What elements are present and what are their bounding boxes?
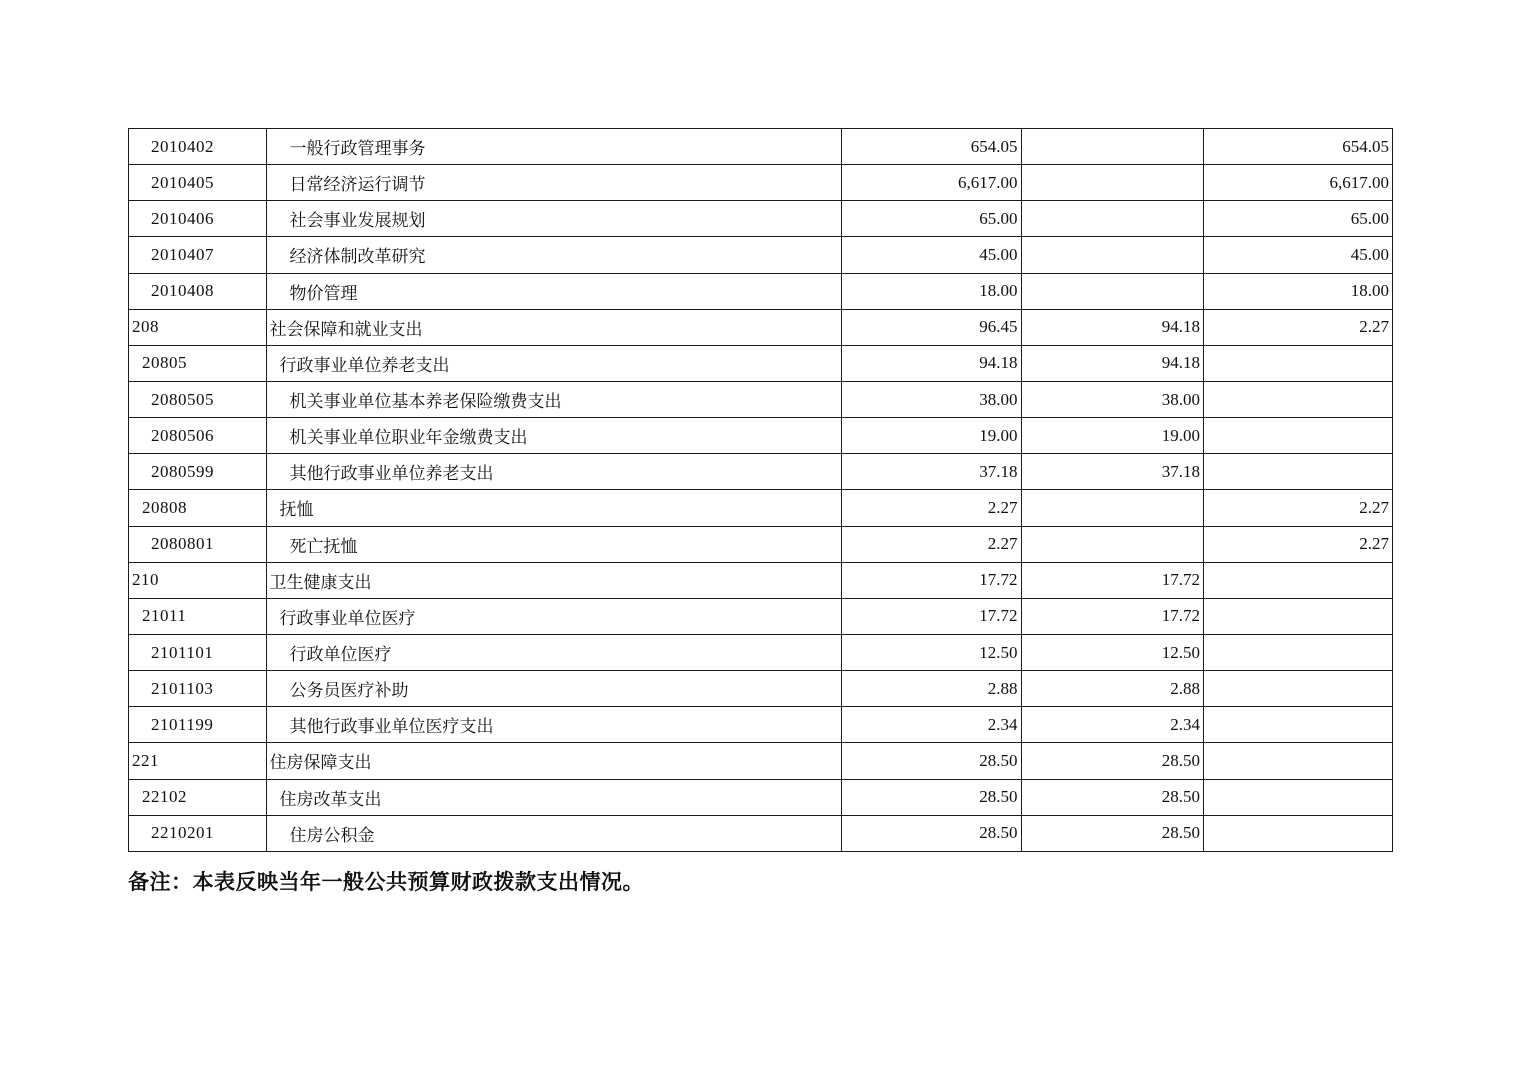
subject-code-cell: 2010408 [129, 273, 267, 309]
value-col2-cell [1021, 237, 1204, 273]
subject-name-cell: 卫生健康支出 [266, 562, 841, 598]
value-col1-cell: 6,617.00 [841, 165, 1021, 201]
value-col2-cell: 37.18 [1021, 454, 1204, 490]
table-row [129, 562, 1393, 598]
subject-code-cell: 2010405 [129, 165, 267, 201]
subject-name-cell: 住房保障支出 [266, 743, 841, 779]
subject-name-cell: 机关事业单位基本养老保险缴费支出 [266, 381, 841, 417]
subject-name-cell: 社会事业发展规划 [266, 201, 841, 237]
budget-expenditure-table [128, 128, 1393, 852]
value-col3-cell [1204, 345, 1393, 381]
subject-name-cell: 机关事业单位职业年金缴费支出 [266, 418, 841, 454]
value-col1-cell: 28.50 [841, 779, 1021, 815]
subject-name-cell: 其他行政事业单位医疗支出 [266, 707, 841, 743]
subject-code-cell: 2010407 [129, 237, 267, 273]
value-col3-cell: 6,617.00 [1204, 165, 1393, 201]
value-col1-cell: 17.72 [841, 598, 1021, 634]
value-col2-cell: 94.18 [1021, 345, 1204, 381]
value-col2-cell [1021, 526, 1204, 562]
table-row [129, 381, 1393, 417]
subject-name-cell: 一般行政管理事务 [266, 129, 841, 165]
value-col1-cell: 2.27 [841, 526, 1021, 562]
value-col3-cell [1204, 779, 1393, 815]
subject-name-cell: 行政单位医疗 [266, 634, 841, 670]
subject-code-cell: 221 [129, 743, 267, 779]
value-col2-cell [1021, 165, 1204, 201]
value-col3-cell [1204, 562, 1393, 598]
table-row [129, 526, 1393, 562]
value-col1-cell: 96.45 [841, 309, 1021, 345]
value-col3-cell [1204, 743, 1393, 779]
subject-code-cell: 2080506 [129, 418, 267, 454]
value-col2-cell: 17.72 [1021, 562, 1204, 598]
value-col3-cell [1204, 598, 1393, 634]
table-row [129, 634, 1393, 670]
subject-code-cell: 210 [129, 562, 267, 598]
subject-name-cell: 住房改革支出 [266, 779, 841, 815]
value-col1-cell: 18.00 [841, 273, 1021, 309]
table-row [129, 815, 1393, 851]
subject-code-cell: 2101199 [129, 707, 267, 743]
subject-name-cell: 公务员医疗补助 [266, 671, 841, 707]
subject-code-cell: 2101101 [129, 634, 267, 670]
value-col3-cell [1204, 381, 1393, 417]
value-col2-cell: 2.88 [1021, 671, 1204, 707]
table-row [129, 418, 1393, 454]
value-col1-cell: 654.05 [841, 129, 1021, 165]
value-col1-cell: 38.00 [841, 381, 1021, 417]
value-col2-cell [1021, 201, 1204, 237]
value-col3-cell: 2.27 [1204, 490, 1393, 526]
subject-code-cell: 2210201 [129, 815, 267, 851]
value-col1-cell: 94.18 [841, 345, 1021, 381]
subject-code-cell: 22102 [129, 779, 267, 815]
table-row [129, 309, 1393, 345]
value-col2-cell [1021, 490, 1204, 526]
value-col3-cell [1204, 634, 1393, 670]
value-col1-cell: 2.27 [841, 490, 1021, 526]
value-col1-cell: 28.50 [841, 815, 1021, 851]
subject-name-cell: 物价管理 [266, 273, 841, 309]
subject-code-cell: 2080599 [129, 454, 267, 490]
budget-table-body [129, 129, 1393, 852]
value-col3-cell: 18.00 [1204, 273, 1393, 309]
value-col3-cell [1204, 454, 1393, 490]
value-col1-cell: 17.72 [841, 562, 1021, 598]
value-col2-cell: 28.50 [1021, 815, 1204, 851]
value-col3-cell [1204, 815, 1393, 851]
value-col3-cell [1204, 671, 1393, 707]
subject-code-cell: 20808 [129, 490, 267, 526]
subject-code-cell: 20805 [129, 345, 267, 381]
subject-name-cell: 行政事业单位医疗 [266, 598, 841, 634]
table-row [129, 779, 1393, 815]
value-col1-cell: 37.18 [841, 454, 1021, 490]
subject-name-cell: 其他行政事业单位养老支出 [266, 454, 841, 490]
subject-code-cell: 2080801 [129, 526, 267, 562]
subject-name-cell: 死亡抚恤 [266, 526, 841, 562]
value-col1-cell: 65.00 [841, 201, 1021, 237]
table-row [129, 598, 1393, 634]
subject-name-cell: 抚恤 [266, 490, 841, 526]
table-row [129, 707, 1393, 743]
value-col2-cell: 19.00 [1021, 418, 1204, 454]
value-col3-cell: 2.27 [1204, 309, 1393, 345]
table-row [129, 490, 1393, 526]
subject-code-cell: 2010406 [129, 201, 267, 237]
subject-code-cell: 21011 [129, 598, 267, 634]
table-row [129, 743, 1393, 779]
subject-code-cell: 208 [129, 309, 267, 345]
subject-name-cell: 日常经济运行调节 [266, 165, 841, 201]
value-col3-cell [1204, 418, 1393, 454]
value-col2-cell: 28.50 [1021, 743, 1204, 779]
value-col1-cell: 12.50 [841, 634, 1021, 670]
subject-name-cell: 社会保障和就业支出 [266, 309, 841, 345]
value-col1-cell: 19.00 [841, 418, 1021, 454]
value-col2-cell [1021, 129, 1204, 165]
value-col1-cell: 2.88 [841, 671, 1021, 707]
table-footnote: 备注：本表反映当年一般公共预算财政拨款支出情况。 [128, 870, 644, 894]
value-col1-cell: 45.00 [841, 237, 1021, 273]
value-col3-cell: 45.00 [1204, 237, 1393, 273]
value-col2-cell [1021, 273, 1204, 309]
subject-code-cell: 2010402 [129, 129, 267, 165]
value-col3-cell: 654.05 [1204, 129, 1393, 165]
value-col1-cell: 28.50 [841, 743, 1021, 779]
table-row [129, 237, 1393, 273]
value-col2-cell: 28.50 [1021, 779, 1204, 815]
table-row [129, 201, 1393, 237]
value-col2-cell: 38.00 [1021, 381, 1204, 417]
table-row [129, 165, 1393, 201]
table-row [129, 671, 1393, 707]
value-col2-cell: 2.34 [1021, 707, 1204, 743]
value-col2-cell: 17.72 [1021, 598, 1204, 634]
value-col3-cell: 65.00 [1204, 201, 1393, 237]
value-col3-cell [1204, 707, 1393, 743]
value-col1-cell: 2.34 [841, 707, 1021, 743]
table-row [129, 345, 1393, 381]
table-row [129, 273, 1393, 309]
value-col3-cell: 2.27 [1204, 526, 1393, 562]
table-row [129, 454, 1393, 490]
subject-code-cell: 2080505 [129, 381, 267, 417]
table-row [129, 129, 1393, 165]
value-col2-cell: 12.50 [1021, 634, 1204, 670]
subject-code-cell: 2101103 [129, 671, 267, 707]
subject-name-cell: 住房公积金 [266, 815, 841, 851]
value-col2-cell: 94.18 [1021, 309, 1204, 345]
subject-name-cell: 经济体制改革研究 [266, 237, 841, 273]
subject-name-cell: 行政事业单位养老支出 [266, 345, 841, 381]
